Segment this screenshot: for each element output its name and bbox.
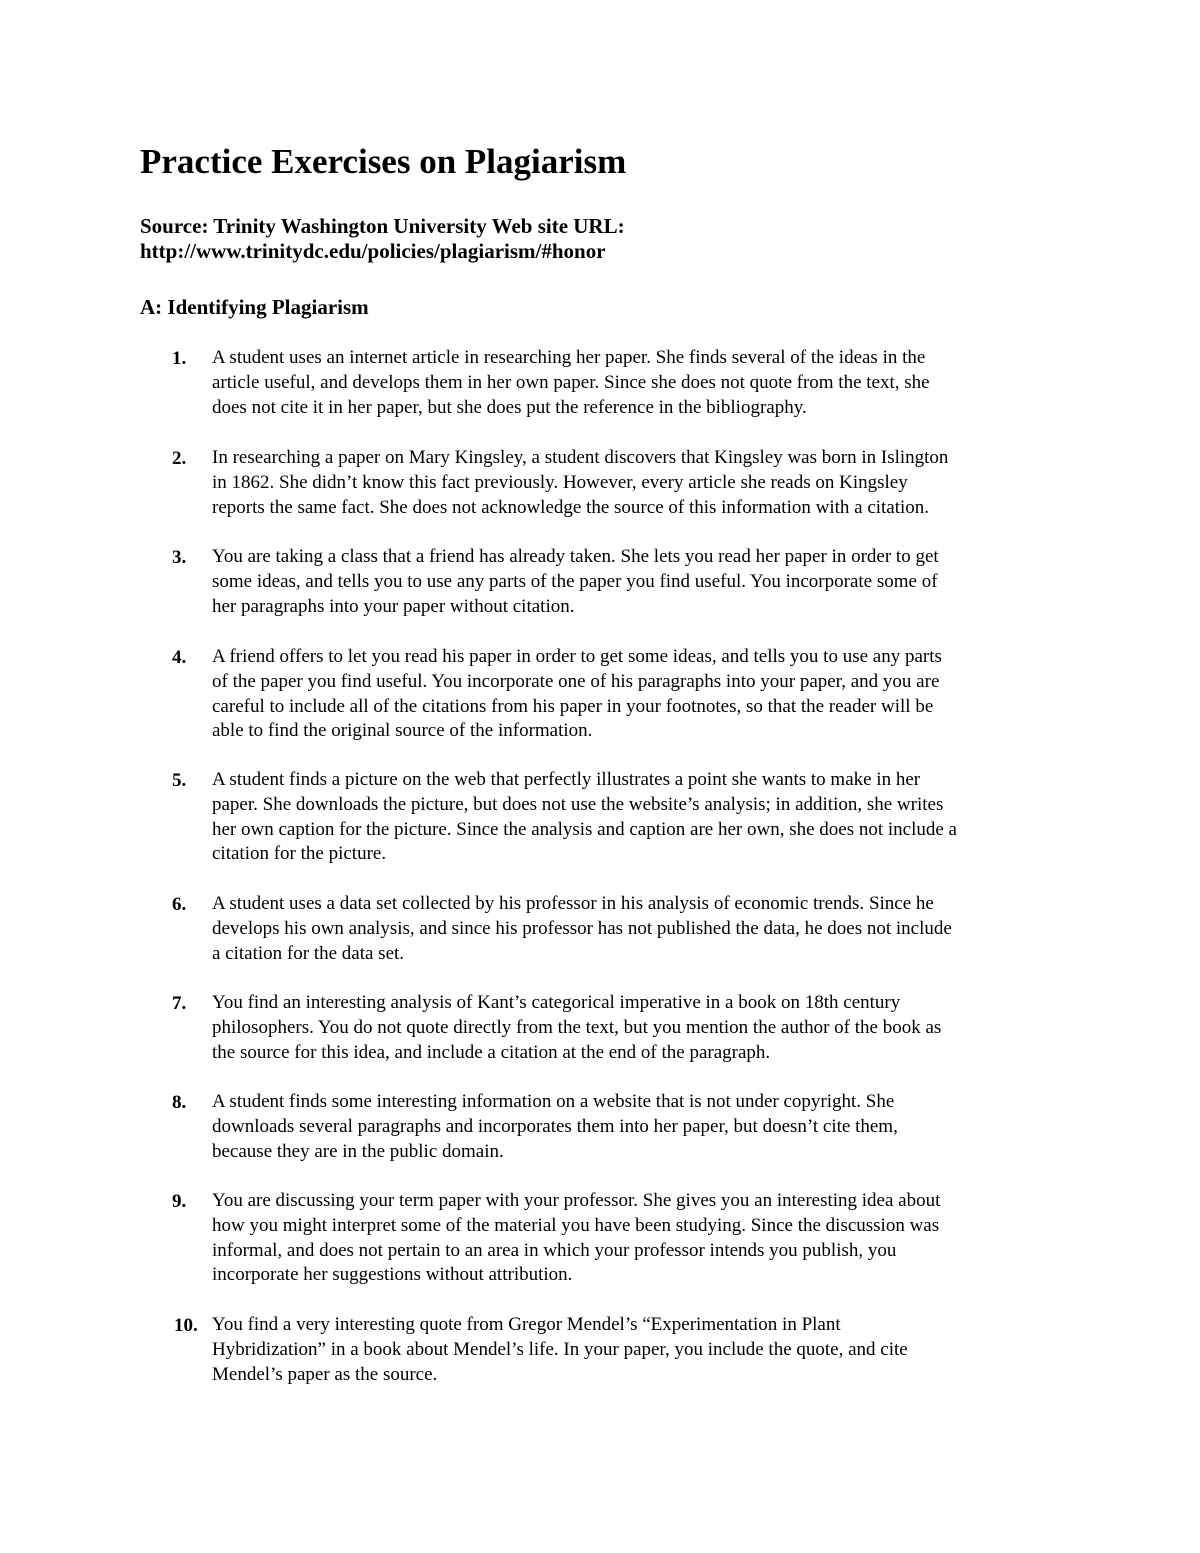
item-number: 4. <box>172 647 187 668</box>
item-line: a citation for the data set. <box>212 942 405 964</box>
item-line: You find a very interesting quote from Gregor Mendel’s “Experimentation in Plant <box>212 1314 841 1335</box>
item-line: does not cite it in her paper, but she does put the reference in the bibliography. <box>212 396 807 418</box>
item-line: A friend offers to let you read his paper in order to get some ideas, and tells you to use any parts <box>212 646 942 667</box>
item-line: philosophers. You do not quote directly from the text, but you mention the author of the book as <box>212 1016 942 1038</box>
item-text <box>212 545 1082 619</box>
source-label: Source: Trinity Washington University Web site URL: <box>140 214 625 238</box>
item-line: Hybridization” in a book about Mendel’s life. In your paper, you include the quote, and cite <box>212 1338 908 1360</box>
item-line: You are discussing your term paper with your professor. She gives you an interesting idea about <box>212 1190 941 1211</box>
item-line: A student uses an internet article in researching her paper. She finds several of the ideas in the <box>212 347 926 368</box>
item-text <box>212 1189 1082 1288</box>
item-number: 7. <box>172 993 187 1014</box>
item-text <box>212 1090 1082 1164</box>
item-line: careful to include all of the citations from his paper in your footnotes, so that the reader will be <box>212 695 934 717</box>
item-text <box>212 645 1082 744</box>
item-line: incorporate her suggestions without attribution. <box>212 1264 573 1286</box>
item-line: the source for this idea, and include a citation at the end of the paragraph. <box>212 1041 771 1063</box>
item-line: of the paper you find useful. You incorporate one of his paragraphs into your paper, and you are <box>212 670 940 692</box>
item-line: You are taking a class that a friend has already taken. She lets you read her paper in order to get <box>212 546 939 567</box>
item-number: 5. <box>172 770 187 791</box>
item-line: article useful, and develops them in her own paper. Since she does not quote from the text, she <box>212 371 930 393</box>
item-line: because they are in the public domain. <box>212 1140 504 1162</box>
item-number: 9. <box>172 1191 187 1212</box>
item-line: A student uses a data set collected by his professor in his analysis of economic trends. Since he <box>212 893 934 914</box>
item-number: 2. <box>172 448 187 469</box>
item-line: downloads several paragraphs and incorporates them into her paper, but doesn’t cite them, <box>212 1115 898 1137</box>
item-text <box>212 1313 1082 1387</box>
item-line: her own caption for the picture. Since the analysis and caption are her own, she does not include a <box>212 818 957 840</box>
item-text <box>212 768 1082 867</box>
item-number: 10. <box>174 1315 198 1336</box>
item-text <box>212 346 1082 420</box>
item-line: A student finds a picture on the web that perfectly illustrates a point she wants to make in her <box>212 769 921 790</box>
item-line: You find an interesting analysis of Kant’s categorical imperative in a book on 18th century <box>212 992 901 1013</box>
item-number: 6. <box>172 894 187 915</box>
page-title: Practice Exercises on Plagiarism <box>140 142 627 181</box>
item-line: informal, and does not pertain to an area in which your professor intends you publish, you <box>212 1239 897 1261</box>
item-line: her paragraphs into your paper without citation. <box>212 595 575 617</box>
item-line: paper. She downloads the picture, but does not use the website’s analysis; in addition, she writes <box>212 793 944 815</box>
item-number: 3. <box>172 547 187 568</box>
source-url: http://www.trinitydc.edu/policies/plagiarism/#honor <box>140 239 606 263</box>
item-number: 8. <box>172 1092 187 1113</box>
item-line: some ideas, and tells you to use any parts of the paper you find useful. You incorporate some of <box>212 570 938 592</box>
item-line: citation for the picture. <box>212 843 387 865</box>
item-line: A student finds some interesting information on a website that is not under copyright. She <box>212 1091 895 1112</box>
item-line: reports the same fact. She does not acknowledge the source of this information with a citation. <box>212 496 930 518</box>
item-number: 1. <box>172 348 187 369</box>
item-line: In researching a paper on Mary Kingsley, a student discovers that Kingsley was born in Islington <box>212 447 949 468</box>
item-line: develops his own analysis, and since his professor has not published the data, he does not include <box>212 917 952 939</box>
item-line: how you might interpret some of the material you have been studying. Since the discussion was <box>212 1214 940 1236</box>
item-line: Mendel’s paper as the source. <box>212 1363 438 1385</box>
item-text <box>212 446 1082 520</box>
item-text <box>212 892 1082 966</box>
item-line: able to find the original source of the information. <box>212 720 593 742</box>
section-heading: A: Identifying Plagiarism <box>140 295 369 319</box>
item-line: in 1862. She didn’t know this fact previously. However, every article she reads on Kingsley <box>212 471 908 493</box>
item-text <box>212 991 1082 1065</box>
